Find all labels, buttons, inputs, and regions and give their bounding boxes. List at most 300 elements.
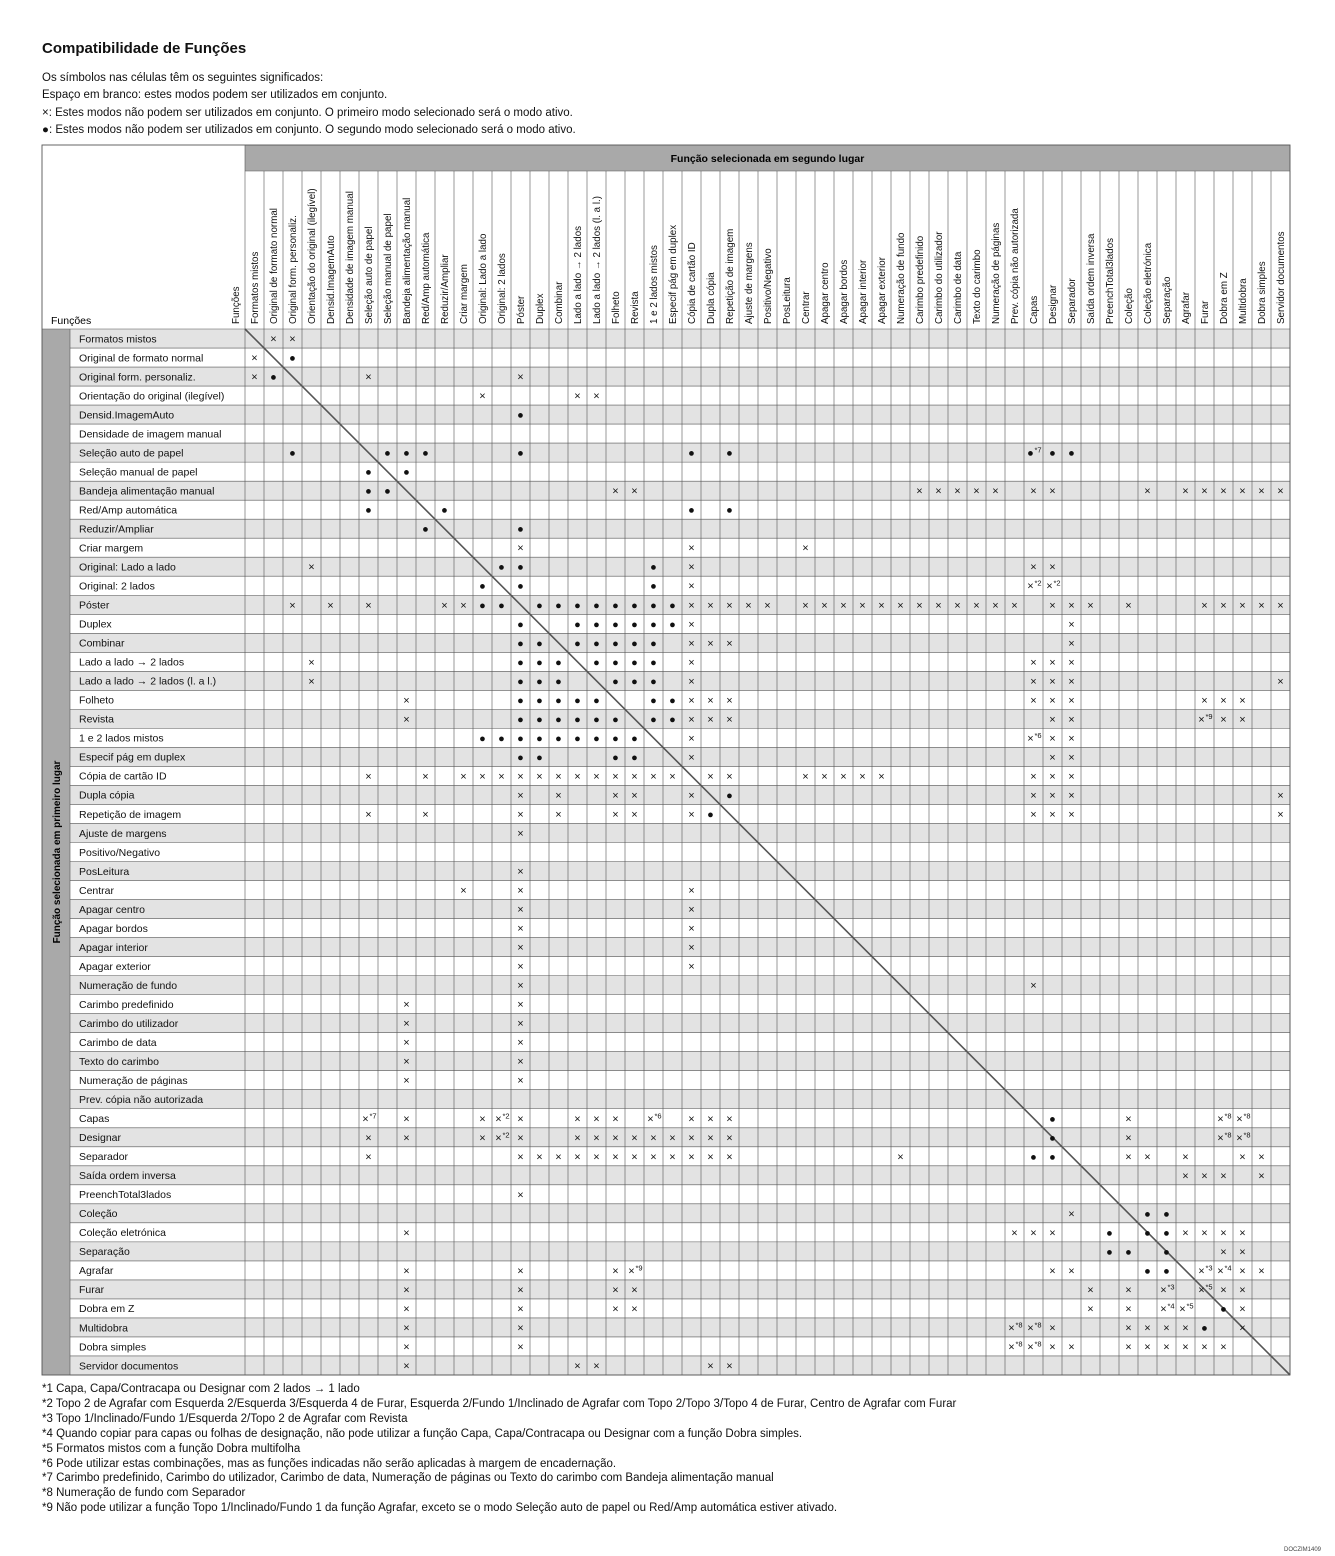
- cross-mark: [631, 1132, 637, 1144]
- cross-symbol: ×: [1027, 732, 1034, 745]
- cross-mark: [403, 1303, 409, 1315]
- cross-symbol: ×: [574, 770, 581, 783]
- column-label: Prev. cópia não autorizada: [1010, 208, 1021, 324]
- cross-mark: [1201, 1227, 1207, 1239]
- cross-symbol: ×: [460, 599, 467, 612]
- cross-symbol: ×: [745, 599, 752, 612]
- cross-mark: [688, 752, 694, 764]
- cross-mark: [726, 1360, 732, 1372]
- cross-symbol: ×: [707, 770, 714, 783]
- cross-symbol: ×: [270, 333, 277, 346]
- row-label: Dupla cópia: [79, 789, 135, 802]
- dot-mark: [1220, 1303, 1227, 1315]
- cross-symbol: ×: [688, 1113, 695, 1126]
- cross-symbol: ×: [403, 1284, 410, 1297]
- dot-mark: [1049, 1151, 1056, 1163]
- row-label: Separação: [79, 1246, 130, 1259]
- dot-mark: [555, 657, 562, 669]
- column-label: Carimbo de data: [953, 251, 964, 324]
- dot-mark: [517, 524, 524, 536]
- dot-symbol: ●: [650, 675, 657, 688]
- cross-mark: [650, 1132, 656, 1144]
- cross-mark: [1144, 1322, 1150, 1334]
- cross-symbol: ×: [1049, 694, 1056, 707]
- row-label: Carimbo predefinido: [79, 998, 174, 1011]
- cross-symbol: ×: [517, 1037, 524, 1050]
- cross-symbol: ×: [517, 1341, 524, 1354]
- dot-mark: [669, 714, 676, 726]
- dot-symbol: ●: [1049, 1151, 1056, 1164]
- cross-mark: [555, 1151, 561, 1163]
- cross-symbol: ×: [1068, 599, 1075, 612]
- cross-symbol: ×: [517, 904, 524, 917]
- cross-symbol: ×: [688, 789, 695, 802]
- footnote-ref: *5: [1186, 1301, 1194, 1311]
- cross-mark: [859, 600, 865, 612]
- cross-mark: [1049, 771, 1055, 783]
- cross-symbol: ×: [1008, 1322, 1015, 1335]
- cross-mark: [1030, 657, 1036, 669]
- cross-symbol: ×: [517, 866, 524, 879]
- cross-mark: [707, 638, 713, 650]
- cross-symbol: ×: [650, 770, 657, 783]
- cross-symbol: ×: [1125, 1322, 1132, 1335]
- cross-symbol: ×: [1220, 1170, 1227, 1183]
- dot-symbol: ●: [574, 618, 581, 631]
- cross-symbol: ×: [1068, 1265, 1075, 1278]
- footnote-3: *3 Topo 1/Inclinado/Fundo 1/Esquerda 2/Topo 2 de Agrafar com Revista: [42, 1412, 408, 1425]
- cross-symbol: ×: [251, 371, 258, 384]
- cross-mark: [1182, 1151, 1188, 1163]
- row-label: Criar margem: [79, 542, 144, 555]
- row-stripe: [70, 1280, 1290, 1299]
- cross-mark: [517, 923, 523, 935]
- dot-symbol: ●: [479, 599, 486, 612]
- dot-symbol: ●: [536, 656, 543, 669]
- legend-blank: Espaço em branco: estes modos podem ser utilizados em conjunto.: [42, 89, 388, 102]
- cross-symbol: ×: [536, 1151, 543, 1164]
- cross-mark: [403, 999, 409, 1011]
- cross-mark: [308, 562, 314, 574]
- dot-mark: [1163, 1246, 1170, 1258]
- dot-symbol: ●: [517, 732, 524, 745]
- cross-symbol: ×: [1144, 1341, 1151, 1354]
- footnote-5: *5 Formatos mistos com a função Dobra multifolha: [42, 1442, 301, 1455]
- cross-mark: [973, 486, 979, 498]
- cross-symbol: ×: [289, 599, 296, 612]
- cross-mark: [688, 790, 694, 802]
- cross-symbol: ×: [1068, 713, 1075, 726]
- cross-mark: [1049, 1322, 1055, 1334]
- row-label: Separador: [79, 1151, 129, 1164]
- cross-mark: [707, 1360, 713, 1372]
- dot-mark: [270, 372, 277, 384]
- cross-symbol: ×: [726, 1151, 733, 1164]
- cross-symbol: ×: [1160, 1303, 1167, 1316]
- column-label: PosLeitura: [782, 277, 793, 324]
- column-label: Lado a lado → 2 lados: [573, 225, 584, 324]
- dot-symbol: ●: [726, 789, 733, 802]
- cross-symbol: ×: [1049, 1322, 1056, 1335]
- cross-mark: [1239, 1151, 1245, 1163]
- dot-symbol: ●: [612, 732, 619, 745]
- cross-symbol: ×: [1179, 1303, 1186, 1316]
- dot-symbol: ●: [612, 713, 619, 726]
- cross-mark: [593, 1360, 599, 1372]
- row-label: Orientação do original (ilegível): [79, 390, 225, 403]
- dot-symbol: ●: [650, 561, 657, 574]
- cross-mark: [517, 1303, 523, 1315]
- dot-mark: [707, 809, 714, 821]
- cross-symbol: ×: [1182, 1341, 1189, 1354]
- cross-symbol: ×: [517, 789, 524, 802]
- column-label: Seleção auto de papel: [364, 226, 375, 324]
- cross-mark: [422, 809, 428, 821]
- legend-intro: Os símbolos nas células têm os seguintes significados:: [42, 72, 324, 84]
- cross-symbol: ×: [631, 1284, 638, 1297]
- dot-symbol: ●: [517, 675, 524, 688]
- cross-mark: [479, 771, 485, 783]
- cross-symbol: ×: [669, 770, 676, 783]
- cross-symbol: ×: [308, 656, 315, 669]
- cross-symbol: ×: [517, 1189, 524, 1202]
- cross-symbol: ×: [1239, 1227, 1246, 1240]
- cross-mark: [1201, 695, 1207, 707]
- dot-mark: [1068, 448, 1075, 460]
- cross-symbol: ×: [612, 789, 619, 802]
- cross-mark: [1008, 1339, 1022, 1353]
- cross-mark: [688, 961, 694, 973]
- dot-symbol: ●: [631, 618, 638, 631]
- cross-symbol: ×: [707, 1113, 714, 1126]
- row-stripe: [70, 976, 1290, 995]
- cross-mark: [1049, 1265, 1055, 1277]
- cross-symbol: ×: [308, 675, 315, 688]
- dot-symbol: ●: [593, 732, 600, 745]
- cross-mark: [707, 1113, 713, 1125]
- cross-mark: [251, 372, 257, 384]
- footnote-ref: *2: [502, 1130, 510, 1140]
- cross-mark: [1068, 657, 1074, 669]
- column-label: Orientação do original (ilegível): [307, 188, 318, 324]
- cross-mark: [517, 1132, 523, 1144]
- cross-mark: [1144, 486, 1150, 498]
- dot-mark: [555, 733, 562, 745]
- dot-mark: [631, 733, 638, 745]
- dot-symbol: ●: [631, 751, 638, 764]
- cross-symbol: ×: [1049, 789, 1056, 802]
- dot-symbol: ●: [403, 447, 410, 460]
- dot-mark: [536, 638, 543, 650]
- cross-symbol: ×: [631, 1151, 638, 1164]
- cross-mark: [1239, 1227, 1245, 1239]
- cross-mark: [1087, 1303, 1093, 1315]
- dot-mark: [650, 581, 657, 593]
- dot-symbol: ●: [669, 713, 676, 726]
- cross-mark: [1220, 714, 1226, 726]
- dot-symbol: ●: [517, 580, 524, 593]
- cross-mark: [1068, 809, 1074, 821]
- dot-mark: [1049, 1132, 1056, 1144]
- dot-symbol: ●: [612, 656, 619, 669]
- column-label: Combinar: [554, 281, 565, 324]
- column-label: Bandeja alimentação manual: [402, 197, 413, 324]
- column-label: Separação: [1162, 276, 1173, 324]
- cross-mark: [802, 600, 808, 612]
- cross-symbol: ×: [764, 599, 771, 612]
- cross-mark: [1068, 695, 1074, 707]
- dot-mark: [669, 695, 676, 707]
- cross-symbol: ×: [669, 1132, 676, 1145]
- cross-symbol: ×: [1239, 694, 1246, 707]
- cross-mark: [707, 771, 713, 783]
- cross-symbol: ×: [1217, 1132, 1224, 1145]
- cross-mark: [1049, 486, 1055, 498]
- footnote-ref: *2: [1053, 578, 1061, 588]
- row-label: Original form. personaliz.: [79, 371, 196, 384]
- row-stripe: [70, 1204, 1290, 1223]
- cross-symbol: ×: [1144, 485, 1151, 498]
- cross-mark: [688, 562, 694, 574]
- cross-symbol: ×: [517, 1132, 524, 1145]
- column-label: Ajuste de margens: [744, 242, 755, 324]
- dot-mark: [555, 714, 562, 726]
- cross-mark: [517, 1113, 523, 1125]
- document-code: DOCZIM1409: [1283, 1547, 1321, 1553]
- cross-symbol: ×: [669, 1151, 676, 1164]
- dot-mark: [631, 619, 638, 631]
- dot-symbol: ●: [1049, 1113, 1056, 1126]
- dot-mark: [517, 562, 524, 574]
- cross-symbol: ×: [1258, 1265, 1265, 1278]
- cross-symbol: ×: [574, 1360, 581, 1373]
- row-stripe: [70, 1356, 1290, 1375]
- dot-symbol: ●: [536, 675, 543, 688]
- cross-mark: [840, 771, 846, 783]
- dot-mark: [650, 695, 657, 707]
- cross-symbol: ×: [441, 599, 448, 612]
- cross-symbol: ×: [517, 1322, 524, 1335]
- cross-mark: [1182, 1170, 1188, 1182]
- cross-mark: [1236, 1111, 1250, 1125]
- cross-symbol: ×: [1125, 599, 1132, 612]
- dot-symbol: ●: [1049, 1132, 1056, 1145]
- dot-symbol: ●: [517, 618, 524, 631]
- row-label: Apagar exterior: [79, 960, 151, 973]
- cross-symbol: ×: [1220, 1227, 1227, 1240]
- dot-mark: [384, 448, 391, 460]
- cross-symbol: ×: [802, 542, 809, 555]
- row-label: Lado a lado → 2 lados: [79, 656, 185, 669]
- cross-mark: [1030, 809, 1036, 821]
- cross-symbol: ×: [517, 1284, 524, 1297]
- cross-mark: [1201, 600, 1207, 612]
- cross-symbol: ×: [1201, 485, 1208, 498]
- cross-mark: [270, 334, 276, 346]
- row-label: Original: 2 lados: [79, 580, 155, 593]
- cross-symbol: ×: [1030, 1227, 1037, 1240]
- cross-symbol: ×: [935, 485, 942, 498]
- cross-mark: [517, 372, 523, 384]
- cross-mark: [479, 391, 485, 403]
- dot-symbol: ●: [498, 599, 505, 612]
- cross-mark: [726, 1113, 732, 1125]
- row-label: PosLeitura: [79, 865, 130, 878]
- cross-symbol: ×: [517, 961, 524, 974]
- cross-mark: [897, 1151, 903, 1163]
- cross-symbol: ×: [878, 770, 885, 783]
- cross-symbol: ×: [1220, 1284, 1227, 1297]
- cross-mark: [745, 600, 751, 612]
- cross-mark: [1068, 600, 1074, 612]
- cross-mark: [403, 1322, 409, 1334]
- cross-symbol: ×: [688, 751, 695, 764]
- cross-symbol: ×: [726, 770, 733, 783]
- column-label: Dobra simples: [1257, 261, 1268, 324]
- dot-mark: [441, 505, 448, 517]
- dot-mark: [517, 657, 524, 669]
- column-label: Formatos mistos: [250, 251, 261, 324]
- cross-mark: [1239, 1265, 1245, 1277]
- dot-symbol: ●: [555, 599, 562, 612]
- cross-symbol: ×: [631, 1132, 638, 1145]
- cross-mark: [517, 1341, 523, 1353]
- row-label: PreenchTotal3lados: [79, 1189, 172, 1202]
- row-stripe: [70, 1166, 1290, 1185]
- footnote-ref: *6: [654, 1111, 662, 1121]
- cross-mark: [1239, 714, 1245, 726]
- cross-mark: [1217, 1111, 1231, 1125]
- cross-symbol: ×: [1068, 637, 1075, 650]
- dot-symbol: ●: [422, 523, 429, 536]
- cross-symbol: ×: [1049, 732, 1056, 745]
- dot-mark: [631, 638, 638, 650]
- cross-mark: [1049, 1341, 1055, 1353]
- cross-mark: [517, 866, 523, 878]
- cross-symbol: ×: [688, 713, 695, 726]
- dot-mark: [593, 695, 600, 707]
- cross-symbol: ×: [555, 770, 562, 783]
- cross-mark: [1030, 562, 1036, 574]
- dot-symbol: ●: [1106, 1246, 1113, 1259]
- cross-symbol: ×: [688, 885, 695, 898]
- cross-mark: [726, 600, 732, 612]
- cross-symbol: ×: [612, 1284, 619, 1297]
- cross-symbol: ×: [517, 942, 524, 955]
- row-label: Agrafar: [79, 1265, 114, 1278]
- cross-mark: [1068, 733, 1074, 745]
- cross-symbol: ×: [517, 1113, 524, 1126]
- cross-symbol: ×: [362, 1113, 369, 1126]
- cross-mark: [593, 391, 599, 403]
- cross-mark: [1068, 1265, 1074, 1277]
- cross-symbol: ×: [688, 1151, 695, 1164]
- cross-mark: [308, 676, 314, 688]
- cross-symbol: ×: [1239, 1246, 1246, 1259]
- cross-symbol: ×: [707, 1151, 714, 1164]
- cross-mark: [1125, 1284, 1131, 1296]
- dot-mark: [1144, 1227, 1151, 1239]
- cross-symbol: ×: [992, 485, 999, 498]
- dot-symbol: ●: [669, 599, 676, 612]
- dot-symbol: ●: [1030, 1151, 1037, 1164]
- row-stripe: [70, 329, 1290, 348]
- cross-symbol: ×: [1030, 675, 1037, 688]
- cross-symbol: ×: [403, 1113, 410, 1126]
- dot-symbol: ●: [593, 618, 600, 631]
- cross-mark: [688, 695, 694, 707]
- cross-symbol: ×: [1239, 599, 1246, 612]
- dot-symbol: ●: [517, 523, 524, 536]
- dot-symbol: ●: [631, 599, 638, 612]
- cross-mark: [1239, 1284, 1245, 1296]
- cross-symbol: ×: [1277, 599, 1284, 612]
- column-label: Coleção: [1124, 288, 1135, 324]
- cross-mark: [308, 657, 314, 669]
- dot-mark: [536, 657, 543, 669]
- cross-mark: [669, 1151, 675, 1163]
- cross-symbol: ×: [1049, 561, 1056, 574]
- cross-mark: [631, 771, 637, 783]
- dot-mark: [726, 790, 733, 802]
- cross-symbol: ×: [973, 485, 980, 498]
- dot-symbol: ●: [1027, 447, 1034, 460]
- cross-mark: [707, 1151, 713, 1163]
- dot-mark: [650, 638, 657, 650]
- row-label: Capas: [79, 1113, 110, 1126]
- dot-symbol: ●: [688, 447, 695, 460]
- dot-symbol: ●: [517, 409, 524, 422]
- row-stripe: [70, 1090, 1290, 1109]
- row-stripe: [70, 519, 1290, 538]
- dot-symbol: ●: [612, 618, 619, 631]
- cross-mark: [574, 1360, 580, 1372]
- cross-mark: [517, 790, 523, 802]
- dot-symbol: ●: [574, 732, 581, 745]
- cross-symbol: ×: [612, 1132, 619, 1145]
- cross-symbol: ×: [1049, 713, 1056, 726]
- cross-symbol: ×: [688, 656, 695, 669]
- dot-mark: [536, 714, 543, 726]
- cross-symbol: ×: [365, 599, 372, 612]
- cross-symbol: ×: [1220, 713, 1227, 726]
- cross-symbol: ×: [612, 770, 619, 783]
- cross-symbol: ×: [1277, 675, 1284, 688]
- column-label: Dobra em Z: [1219, 272, 1230, 324]
- column-label: Original: Lado a lado: [478, 233, 489, 324]
- cross-mark: [1182, 486, 1188, 498]
- cross-symbol: ×: [403, 1265, 410, 1278]
- row-label: Dobra simples: [79, 1341, 147, 1354]
- column-label: Criar margem: [459, 264, 470, 324]
- dot-mark: [1144, 1208, 1151, 1220]
- cross-symbol: ×: [1068, 751, 1075, 764]
- cross-mark: [1027, 731, 1041, 745]
- dot-mark: [726, 448, 733, 460]
- footnote-ref: *8: [1243, 1111, 1251, 1121]
- cross-mark: [517, 1018, 523, 1030]
- cross-symbol: ×: [1125, 1132, 1132, 1145]
- cross-mark: [688, 1113, 694, 1125]
- dot-symbol: ●: [612, 599, 619, 612]
- cross-mark: [802, 771, 808, 783]
- cross-symbol: ×: [1068, 770, 1075, 783]
- footnote-ref: *4: [1167, 1301, 1175, 1311]
- cross-symbol: ×: [517, 1303, 524, 1316]
- cross-mark: [669, 771, 675, 783]
- footnote-ref: *8: [1243, 1130, 1251, 1140]
- dot-mark: [498, 600, 505, 612]
